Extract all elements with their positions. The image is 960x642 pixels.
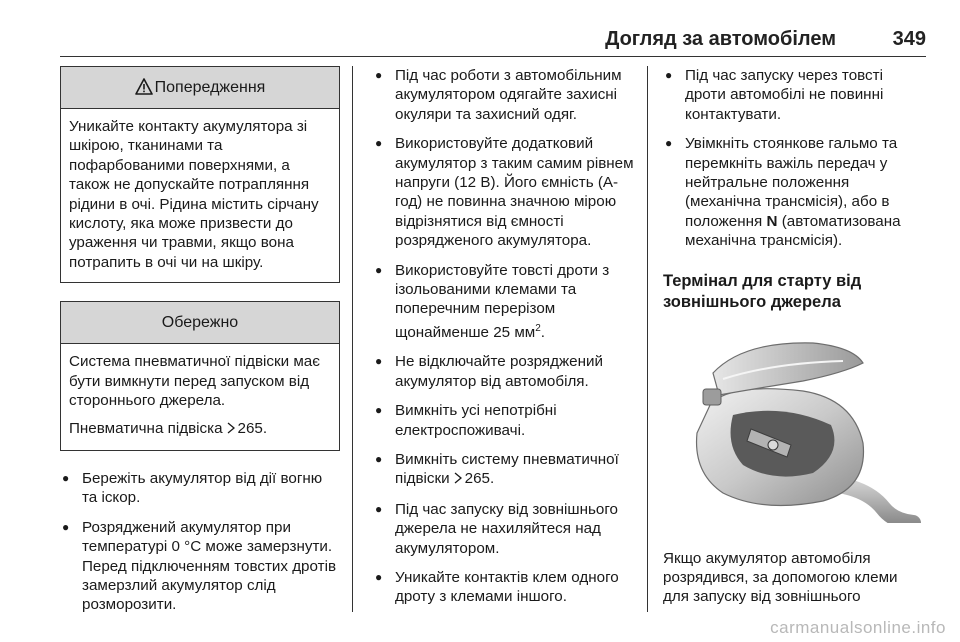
list-item-text: Вимкніть усі непотрібні електроспоживачі. [395, 402, 557, 439]
caution-box [60, 301, 340, 451]
jump-start-terminal-illustration [663, 333, 927, 523]
warning-box-body [61, 109, 339, 282]
caution-box-header [61, 302, 339, 344]
list-item [373, 500, 637, 558]
column2-bullet-list [373, 66, 637, 607]
caution-box-body [61, 344, 339, 450]
reference-page: 265. [464, 470, 495, 488]
caution-box-title: Обережно [161, 314, 239, 332]
caution-box-reference[interactable] [69, 419, 331, 439]
reference-text: Пневматична підвіска [69, 420, 223, 438]
gear-position-label: N [766, 212, 778, 230]
column-divider-2 [647, 66, 648, 612]
list-item-text-after: (автоматизована механічна трансмісія). [685, 212, 901, 250]
reference-page: 265. [237, 420, 268, 438]
column-divider-1 [352, 66, 353, 612]
list-item [373, 261, 637, 343]
list-item [663, 134, 927, 250]
list-item: ● Розряджений акумулятор при температурі 0 °C може замерзнути. Перед підключенням товстих дротів замерзлий акумулятор слід розморозити. [60, 518, 340, 615]
page-reference-icon [454, 470, 462, 489]
warning-box-title: Попередження [154, 79, 266, 96]
warning-triangle-icon [135, 70, 153, 111]
list-item: ● Бережіть акумулятор від дії вогню та іскор. [60, 469, 340, 508]
list-item [373, 66, 637, 124]
warning-box [60, 66, 340, 283]
column-2 [373, 66, 637, 617]
header-title: Догляд за автомобілем [605, 28, 836, 50]
caution-box-text: Система пневматичної підвіски має бути вимкнути перед запуском від стороннього джерела. [69, 353, 321, 410]
list-item-text: Вимкніть систему пневматичної підвіски [395, 450, 619, 488]
list-item-text: Під час роботи з автомобільним акумулятором одягайте захисні окуляри та захисний одяг. [395, 67, 622, 123]
caption-text: Якщо акумулятор автомобіля розрядився, за допомогою клеми для запуску від зовнішнього [663, 549, 898, 606]
list-item-text: Під час запуску від зовнішнього джерела не нахиляйтеся над акумулятором. [395, 500, 618, 557]
list-item [373, 134, 637, 250]
list-item-text: Уникайте контактів клем одного дроту з клемами іншого. [395, 569, 619, 606]
section-title: Термінал для старту від зовнішнього джерела [663, 271, 862, 311]
list-item-end: . [540, 323, 546, 341]
list-item [373, 401, 637, 440]
list-item-text: Використовуйте товсті дроти з ізольованими клемами та поперечним перерізом щонайменше 25 мм [395, 261, 610, 341]
watermark: carmanualsonline.info [770, 618, 946, 637]
list-item-text: Використовуйте додатковий акумулятор з таким самим рівнем напруги (12 В). Його ємність (А-год) не повинна значною мірою відрізнятися від ємності розрядженого акумулятора. [395, 135, 634, 250]
superscript: 2 [535, 322, 541, 334]
column-1 [60, 66, 340, 625]
list-item-text: Під час запуску через товсті дроти автомобілі не повинні контактувати. [685, 67, 884, 123]
page-header [60, 26, 926, 57]
list-item [373, 352, 637, 391]
warning-box-header [61, 67, 339, 109]
page-number: 349 [892, 28, 926, 50]
column1-bullet-list [60, 469, 340, 615]
list-item-text: Увімкніть стоянкове гальмо та перемкніть важіль передач у нейтральне положення (механічна трансмісія), або в положення [685, 135, 898, 230]
warning-box-text: Уникайте контакту акумулятора зі шкірою, тканинами та пофарбованими поверхнями, а також не допускайте потрапляння рідини в очі. Рідина містить сірчану кислоту, яка може призвести до ураження чи травми, якщо вона потрапить в очі чи на шкіру. [69, 118, 319, 271]
column3-bullet-list [663, 66, 927, 251]
list-item-text: Не відключайте розряджений акумулятор від автомобіля. [395, 353, 603, 390]
list-item [663, 66, 927, 124]
list-item [373, 568, 637, 607]
column-3 [663, 66, 927, 607]
page-reference-icon [227, 420, 235, 439]
list-item[interactable] [373, 450, 637, 490]
